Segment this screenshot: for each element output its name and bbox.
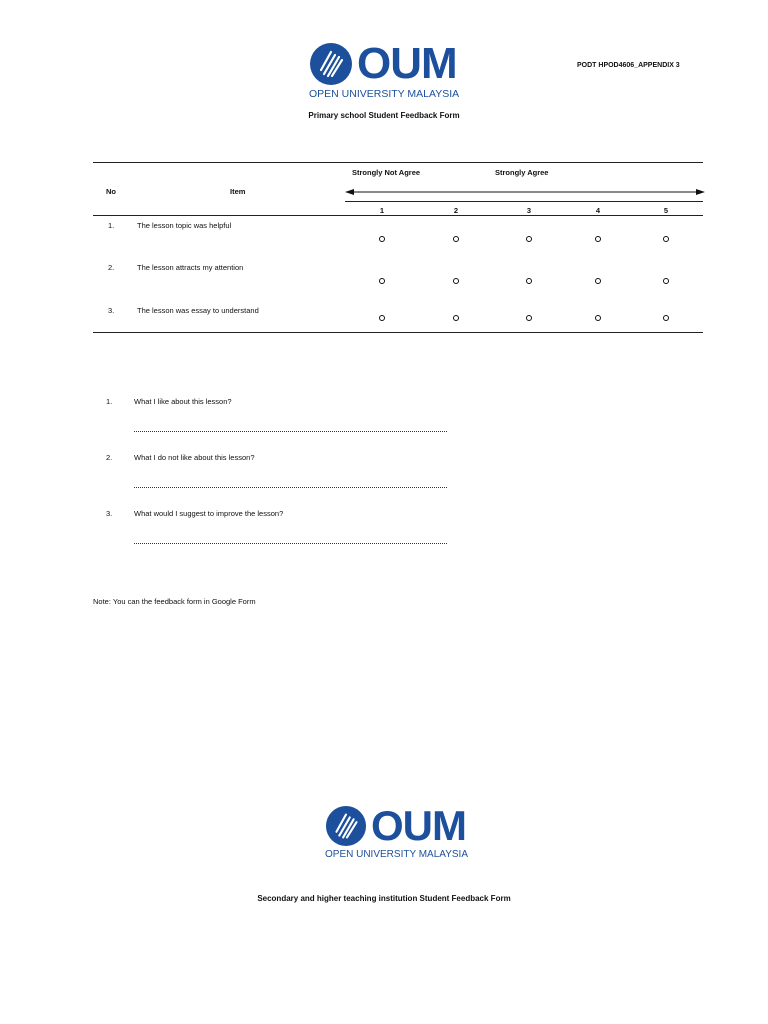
table-top-rule <box>93 162 703 163</box>
question-text: What I like about this lesson? <box>134 397 232 406</box>
table-row-item: The lesson was essay to understand <box>137 306 259 315</box>
table-row-number: 1. <box>108 221 115 230</box>
rating-radio-row2-3[interactable] <box>526 278 532 284</box>
globe-icon <box>309 42 353 86</box>
rating-radio-row3-3[interactable] <box>526 315 532 321</box>
question-number: 3. <box>106 509 113 518</box>
answer-line[interactable] <box>134 431 447 432</box>
question-number: 2. <box>106 453 113 462</box>
scale-low-label: Strongly Not Agree <box>352 168 421 177</box>
scale-number: 3 <box>526 206 532 215</box>
rating-radio-row3-4[interactable] <box>595 315 601 321</box>
scale-number: 5 <box>663 206 669 215</box>
rating-radio-row3-2[interactable] <box>453 315 459 321</box>
table-row-item: The lesson topic was helpful <box>137 221 232 230</box>
scale-arrow <box>345 186 705 198</box>
top-logo <box>309 39 460 100</box>
table-row-number: 3. <box>108 306 115 315</box>
table-bottom-rule <box>93 332 703 333</box>
scale-number: 4 <box>595 206 601 215</box>
answer-line[interactable] <box>134 487 447 488</box>
table-row-number: 2. <box>108 263 115 272</box>
logo-wordmark: OUM <box>371 802 466 849</box>
table-row-item: The lesson attracts my attention <box>137 263 244 272</box>
column-header-item: Item <box>230 187 246 196</box>
rating-radio-row3-1[interactable] <box>379 315 385 321</box>
answer-line[interactable] <box>134 543 447 544</box>
document-code: PODT HPOD4606_APPENDIX 3 <box>577 62 680 69</box>
rating-radio-row2-5[interactable] <box>663 278 669 284</box>
rating-radio-row2-4[interactable] <box>595 278 601 284</box>
rating-radio-row3-5[interactable] <box>663 315 669 321</box>
rating-radio-row1-2[interactable] <box>453 236 459 242</box>
rating-radio-row2-1[interactable] <box>379 278 385 284</box>
scale-header-rule <box>345 201 703 202</box>
question-number: 1. <box>106 397 113 406</box>
logo-subtitle: OPEN UNIVERSITY MALAYSIA <box>309 88 460 100</box>
rating-radio-row1-4[interactable] <box>595 236 601 242</box>
globe-icon <box>325 805 367 847</box>
question-text: What would I suggest to improve the lesson? <box>134 509 284 518</box>
table-header-bottom-rule <box>93 215 703 216</box>
logo-subtitle: OPEN UNIVERSITY MALAYSIA <box>325 849 469 860</box>
logo-wordmark: OUM <box>357 39 457 88</box>
scale-number: 1 <box>379 206 385 215</box>
form-title-secondary: Secondary and higher teaching institution Student Feedback Form <box>257 894 511 903</box>
scale-number: 2 <box>453 206 459 215</box>
column-header-no: No <box>106 187 116 196</box>
question-text: What I do not like about this lesson? <box>134 453 255 462</box>
rating-radio-row1-3[interactable] <box>526 236 532 242</box>
form-title: Primary school Student Feedback Form <box>308 111 460 120</box>
note-text: Note: You can the feedback form in Google Form <box>93 597 256 606</box>
scale-high-label: Strongly Agree <box>495 168 549 177</box>
rating-radio-row1-1[interactable] <box>379 236 385 242</box>
rating-radio-row2-2[interactable] <box>453 278 459 284</box>
bottom-logo <box>325 802 469 860</box>
rating-radio-row1-5[interactable] <box>663 236 669 242</box>
